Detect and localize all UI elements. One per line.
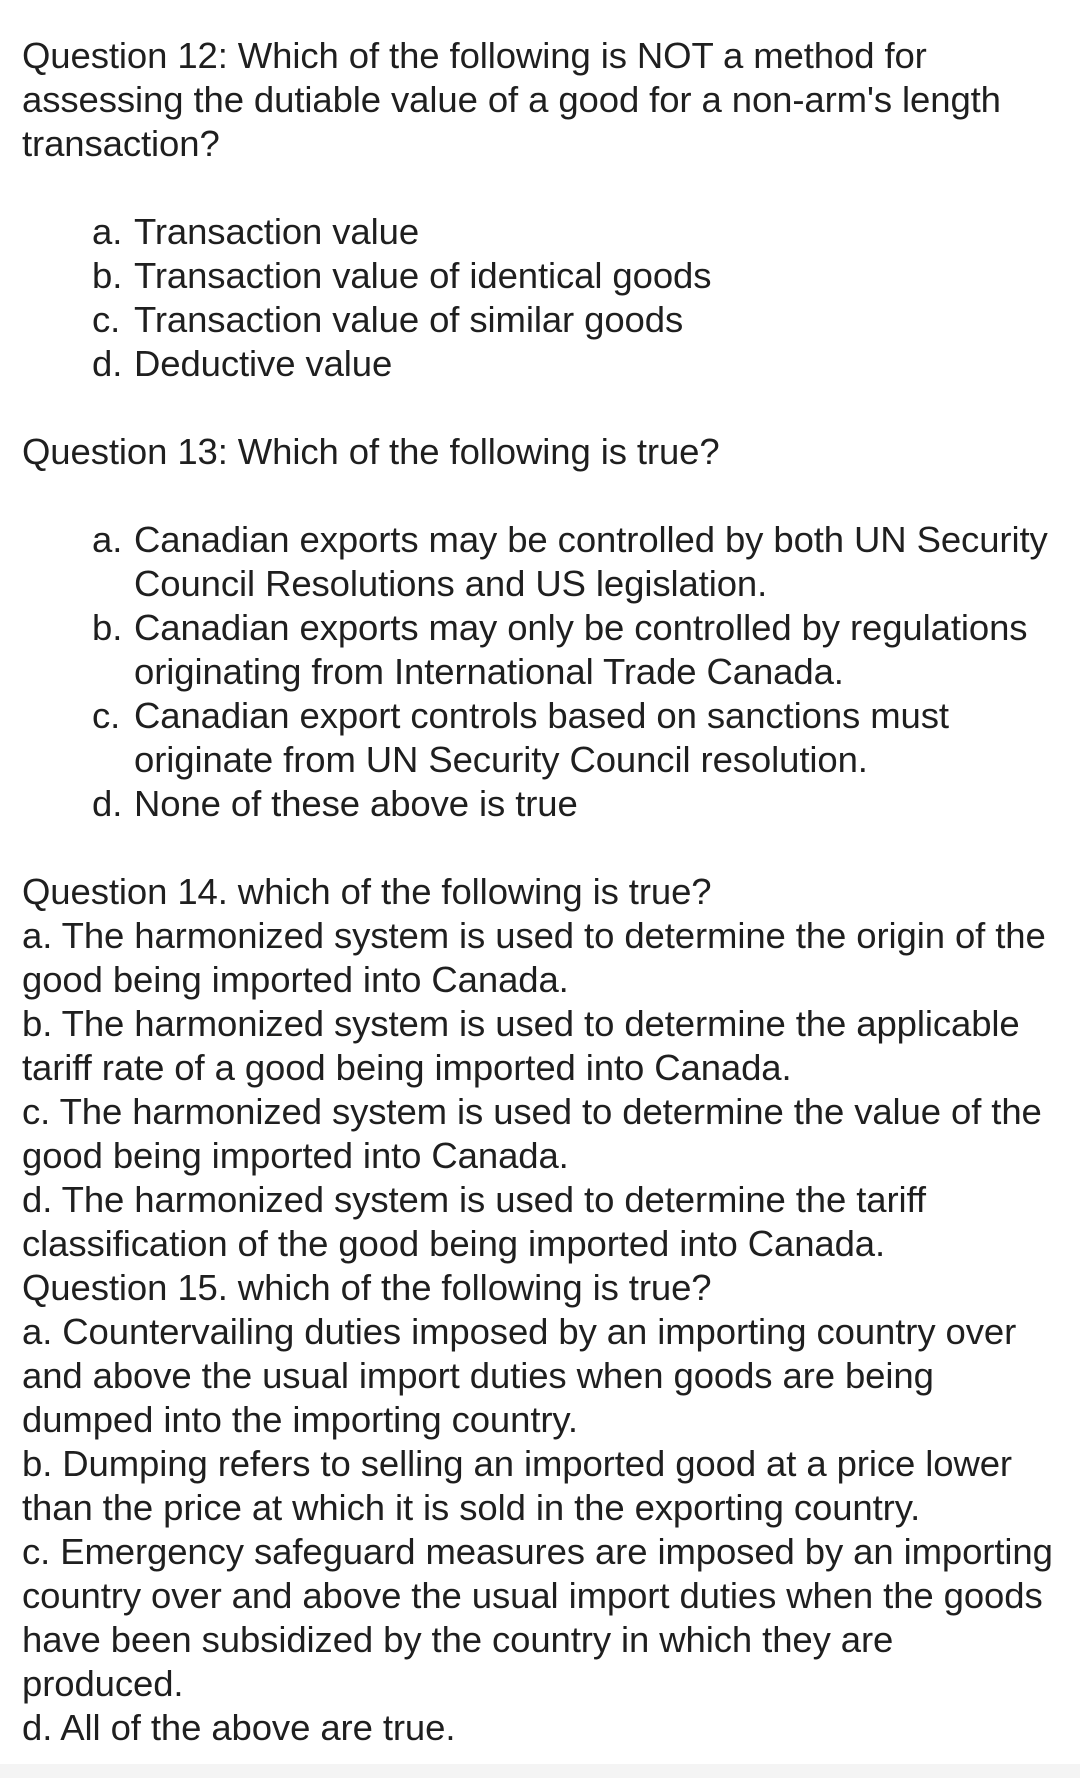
- option-letter: b.: [92, 607, 123, 648]
- question-12-option-b: [92, 254, 1062, 298]
- question-13-option-b: [92, 606, 1062, 694]
- option-text: Deductive value: [134, 343, 393, 384]
- question-15-option-d: d. All of the above are true.: [22, 1707, 456, 1748]
- option-letter: c.: [92, 299, 121, 340]
- question-15-option-b: b. Dumping refers to selling an imported good at a price lower than the price at which it is sold in the exporting country.: [22, 1443, 1012, 1528]
- question-14-title: Question 14. which of the following is true?: [22, 871, 712, 912]
- question-13-title: Question 13: Which of the following is true?: [22, 431, 720, 472]
- question-15: [22, 1266, 1062, 1750]
- question-13-options: [22, 518, 1062, 826]
- option-text: Canadian exports may only be controlled by regulations originating from International Trade Canada.: [134, 607, 1028, 692]
- question-13-option-a: [92, 518, 1062, 606]
- option-text: Transaction value of identical goods: [134, 255, 712, 296]
- option-text: None of these above is true: [134, 783, 578, 824]
- question-12: [22, 34, 1062, 386]
- question-15-title: Question 15. which of the following is true?: [22, 1267, 712, 1308]
- question-14-option-b: b. The harmonized system is used to determine the applicable tariff rate of a good being imported into Canada.: [22, 1003, 1020, 1088]
- option-text: Transaction value: [134, 211, 420, 252]
- question-12-title: Question 12: Which of the following is NOT a method for assessing the dutiable value of a good for a non-arm's length transaction?: [22, 35, 1001, 164]
- option-letter: b.: [92, 255, 123, 296]
- option-letter: c.: [92, 695, 121, 736]
- question-14: [22, 870, 1062, 1266]
- bottom-strip: [0, 1764, 1080, 1778]
- option-letter: d.: [92, 783, 123, 824]
- question-13-option-d: [92, 782, 1062, 826]
- question-15-option-a: a. Countervailing duties imposed by an importing country over and above the usual import duties when goods are being dumped into the importing country.: [22, 1311, 1017, 1440]
- question-12-options: [22, 210, 1062, 386]
- question-12-option-a: [92, 210, 1062, 254]
- option-letter: a.: [92, 519, 123, 560]
- question-14-option-c: c. The harmonized system is used to determine the value of the good being imported into Canada.: [22, 1091, 1042, 1176]
- question-13-option-c: [92, 694, 1062, 782]
- option-text: Canadian export controls based on sanctions must originate from UN Security Council resolution.: [134, 695, 949, 780]
- question-15-option-c: c. Emergency safeguard measures are imposed by an importing country over and above the usual import duties when the goods have been subsidized by the country in which they are produced.: [22, 1531, 1053, 1704]
- option-letter: a.: [92, 211, 123, 252]
- option-text: Canadian exports may be controlled by both UN Security Council Resolutions and US legislation.: [134, 519, 1048, 604]
- question-14-option-a: a. The harmonized system is used to determine the origin of the good being imported into Canada.: [22, 915, 1046, 1000]
- option-letter: d.: [92, 343, 123, 384]
- question-12-option-d: [92, 342, 1062, 386]
- question-13: [22, 430, 1062, 826]
- question-12-option-c: [92, 298, 1062, 342]
- option-text: Transaction value of similar goods: [134, 299, 684, 340]
- question-14-option-d: d. The harmonized system is used to determine the tariff classification of the good being imported into Canada.: [22, 1179, 926, 1264]
